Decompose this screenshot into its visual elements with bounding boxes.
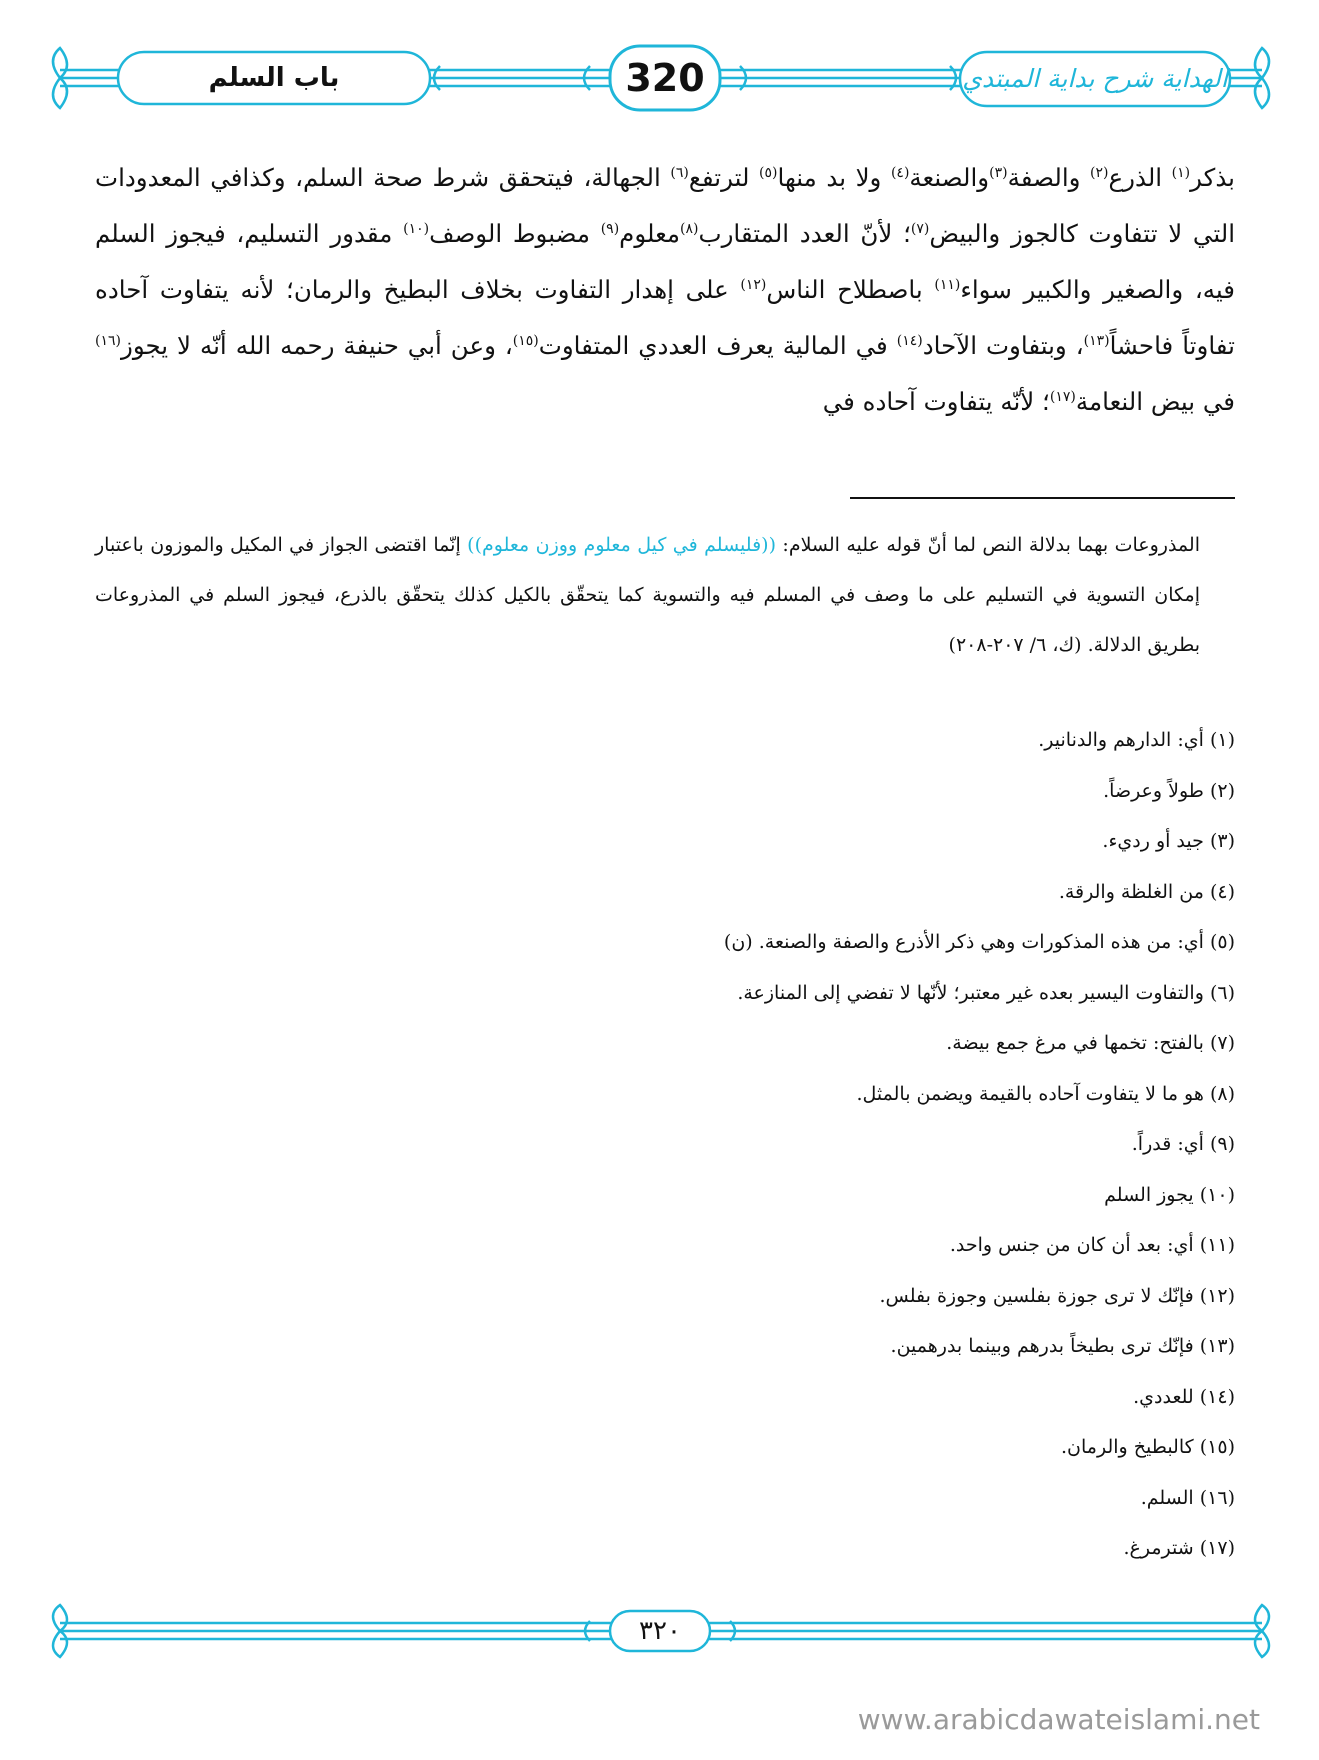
page-footer (0, 1600, 1319, 1680)
main-text-segment: ، وبتفاوت الآحاد (922, 331, 1084, 360)
footer-page-number: ٣٢٠ (639, 1616, 681, 1646)
footnote-item (95, 715, 1235, 766)
footnote-ref: (٧) (910, 220, 930, 237)
footnote-ref: (١٦) (95, 332, 121, 349)
footnote-ref: (١١) (934, 276, 961, 293)
footnote-text: فإنّك ترى بطيخاً بدرهم وبينما بدرهمين. (890, 1335, 1194, 1357)
footnote-text: والتفاوت اليسير بعده غير معتبر؛ لأنّها لا تفضي إلى المنازعة. (737, 981, 1204, 1004)
footnote-number: (١٠) (1199, 1183, 1235, 1206)
book-title: الهداية شرح بداية المبتدي (962, 64, 1228, 93)
main-text-segment: في المالية يعرف العددي المتفاوت (538, 331, 897, 360)
footnote-item (95, 1523, 1235, 1574)
footnote-item (95, 1473, 1235, 1524)
main-text-segment: ، وعن أبي حنيفة رحمه الله أنّه لا يجوز (120, 331, 513, 360)
footnote-number: (٢) (1209, 779, 1235, 802)
footnote-ref: (١٧) (1049, 388, 1076, 405)
footnote-text: السلم. (1140, 1486, 1194, 1509)
footnote-item (95, 1170, 1235, 1221)
footnote-number: (١٧) (1199, 1537, 1235, 1559)
footnote-text: أي: قدراً. (1131, 1133, 1204, 1155)
footnote-item (95, 968, 1235, 1019)
main-text-segment: ؛ لأنّ العدد المتقارب (698, 219, 911, 248)
footnote-ref: (٤) (890, 164, 910, 181)
footnote-item (95, 1069, 1235, 1120)
main-text-segment: على إهدار التفاوت بخلاف البطيخ والرمان؛ لأنه يتفاوت آحاده تفاوتاً فاحشاً (95, 275, 1235, 360)
footnote-item (95, 1422, 1235, 1473)
footnote-separator (850, 497, 1235, 499)
footnote-ref: (٥) (759, 164, 778, 181)
main-text-segment: مضبوط الوصف (429, 219, 601, 248)
footnote-number: (١٤) (1199, 1385, 1235, 1408)
footnote-text: أي: من هذه المذكورات وهي ذكر الأذرع والصفة والصنعة. (ن) (723, 931, 1204, 953)
footnote-text: شترمرغ. (1123, 1537, 1194, 1559)
footnote-ref: (١٠) (403, 220, 430, 237)
footnote-ref: (٢) (1090, 164, 1109, 181)
footnote-text: بالفتح: تخمها في مرغ جمع بيضة. (946, 1032, 1204, 1054)
footnote-number: (١١) (1199, 1234, 1235, 1256)
footnote-ref: (١٥) (512, 332, 539, 349)
footnote-number: (١٣) (1199, 1335, 1235, 1357)
footnote-ref: (٩) (600, 220, 620, 237)
commentary-note (95, 520, 1200, 670)
footnote-number: (٣) (1209, 830, 1235, 852)
main-text-segment: الذرع (1108, 163, 1172, 192)
footnote-text: أي: الدارهم والدنانير. (1038, 729, 1204, 751)
main-text-segment: ولا بد منها (777, 163, 891, 192)
main-text-segment: ؛ لأنّه يتفاوت آحاده في (822, 387, 1050, 416)
main-text-segment: معلوم (619, 219, 681, 248)
main-text-segment: في بيض النعامة (1075, 387, 1235, 416)
main-text-segment: الجهالة، فيتحقق شرط صحة السلم، وكذافي المعدودات التي لا تتفاوت كالجوز والبيض (95, 163, 1236, 248)
main-text-segment: والصفة (1007, 163, 1091, 192)
chapter-title: باب السلم (208, 63, 340, 93)
footnote-text: طولاً وعرضاً. (1103, 779, 1204, 802)
footnote-item (95, 1271, 1235, 1322)
main-text-segment: لترتفع (688, 163, 760, 192)
hadith-quote: ((فليسلم في كيل معلوم ووزن معلوم)) (467, 534, 776, 556)
footnote-item (95, 816, 1235, 867)
footnote-number: (١٦) (1199, 1486, 1235, 1509)
footnote-item (95, 1321, 1235, 1372)
note-text: إنّما اقتضى الجواز في المكيل والموزون باعتبار إمكان التسوية في التسليم على ما وصف في المسلم فيه والتسوية كما يتحقّق بالكيل كذلك يتحقّق بالذرع، فيجوز السلم في المذروعات بطريق الدلالة. (ك، ٦/ ٢٠٧-٢٠٨) (95, 534, 1200, 656)
footnote-text: أي: بعد أن كان من جنس واحد. (949, 1234, 1194, 1256)
footnote-number: (٥) (1209, 931, 1235, 953)
footnote-text: كالبطيخ والرمان. (1061, 1436, 1194, 1458)
footnote-text: جيد أو رديء. (1102, 830, 1204, 852)
footnote-ref: (١٣) (1083, 332, 1110, 349)
main-text-segment: والصنعة (909, 163, 990, 192)
footnote-item (95, 766, 1235, 817)
footnote-text: من الغلظة والرقة. (1058, 880, 1204, 903)
footnote-number: (١٥) (1199, 1436, 1235, 1458)
main-text-segment: بذكر (1190, 163, 1236, 192)
footnote-ref: (١) (1171, 164, 1191, 181)
footnote-ref: (٨) (680, 220, 699, 237)
main-text-segment: مقدور التسليم، فيجوز السلم فيه، والصغير والكبير سواء (95, 219, 1235, 304)
footnote-number: (٨) (1209, 1082, 1235, 1105)
footnote-number: (١) (1209, 729, 1235, 751)
footnote-ref: (١٤) (896, 332, 923, 349)
footnote-ref: (٣) (989, 164, 1008, 181)
footnote-ref: (٦) (670, 164, 689, 181)
footnote-text: فإنّك لا ترى جوزة بفلسين وجوزة بفلس. (879, 1284, 1194, 1307)
footnotes-list (95, 715, 1235, 1574)
footnote-item (95, 1018, 1235, 1069)
footnote-number: (٦) (1209, 981, 1235, 1004)
note-text: المذروعات بهما بدلالة النص لما أنّ قوله عليه السلام: (775, 534, 1200, 556)
footnote-text: يجوز السلم (1104, 1183, 1194, 1206)
footnote-number: (٩) (1209, 1133, 1235, 1155)
page-number: 320 (625, 56, 705, 100)
main-text-segment: باصطلاح الناس (766, 275, 935, 304)
footnote-item (95, 1220, 1235, 1271)
footnote-text: هو ما لا يتفاوت آحاده بالقيمة ويضمن بالمثل. (856, 1082, 1204, 1105)
footnote-item (95, 1119, 1235, 1170)
footnote-number: (١٢) (1199, 1284, 1235, 1307)
footnote-number: (٤) (1209, 880, 1235, 903)
footnote-item (95, 1372, 1235, 1423)
footnote-item (95, 867, 1235, 918)
footnote-text: للعددي. (1133, 1385, 1194, 1408)
footnote-item (95, 917, 1235, 968)
footnote-number: (٧) (1209, 1032, 1235, 1054)
main-text (95, 150, 1235, 430)
website-watermark[interactable]: www.arabicdawateislami.net (857, 1703, 1260, 1736)
footnote-ref: (١٢) (740, 276, 767, 293)
